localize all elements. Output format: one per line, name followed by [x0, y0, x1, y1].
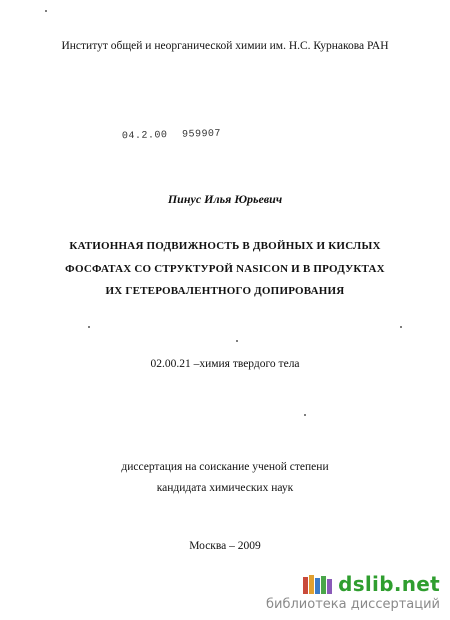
title-line-2: ФОСФАТАХ СО СТРУКТУРОЙ NASICON И В ПРОДУКТАХ [65, 263, 385, 275]
author-name: Пинус Илья Юрьевич [167, 192, 283, 206]
watermark [266, 572, 440, 612]
title-line-3: ИХ ГЕТЕРОВАЛЕНТНОГО ДОПИРОВАНИЯ [105, 285, 345, 297]
scan-speck [236, 340, 238, 342]
watermark-logo-text: dslib.net [338, 572, 440, 596]
specialty-code: 02.00.21 –химия твердого тела [150, 358, 300, 370]
books-icon [302, 573, 334, 595]
scan-speck [400, 326, 402, 328]
degree-line-1: диссертация на соискание ученой степени [121, 461, 329, 473]
scan-speck [45, 10, 47, 12]
institute-name: Институт общей и неорганической химии им. Н.С. Курнакова РАН [61, 40, 389, 52]
watermark-subtitle: библиотека диссертаций [266, 597, 440, 612]
title-line-1: КАТИОННАЯ ПОДВИЖНОСТЬ В ДВОЙНЫХ И КИСЛЫХ [69, 240, 381, 252]
city-year: Москва – 2009 [189, 540, 261, 552]
scan-speck [88, 326, 90, 328]
stamp-number: 959907 [181, 128, 222, 141]
stamp-date: 04.2.00 [121, 130, 168, 143]
degree-line-2: кандидата химических наук [156, 482, 294, 494]
scan-speck [304, 414, 306, 416]
archive-stamp [122, 129, 221, 143]
